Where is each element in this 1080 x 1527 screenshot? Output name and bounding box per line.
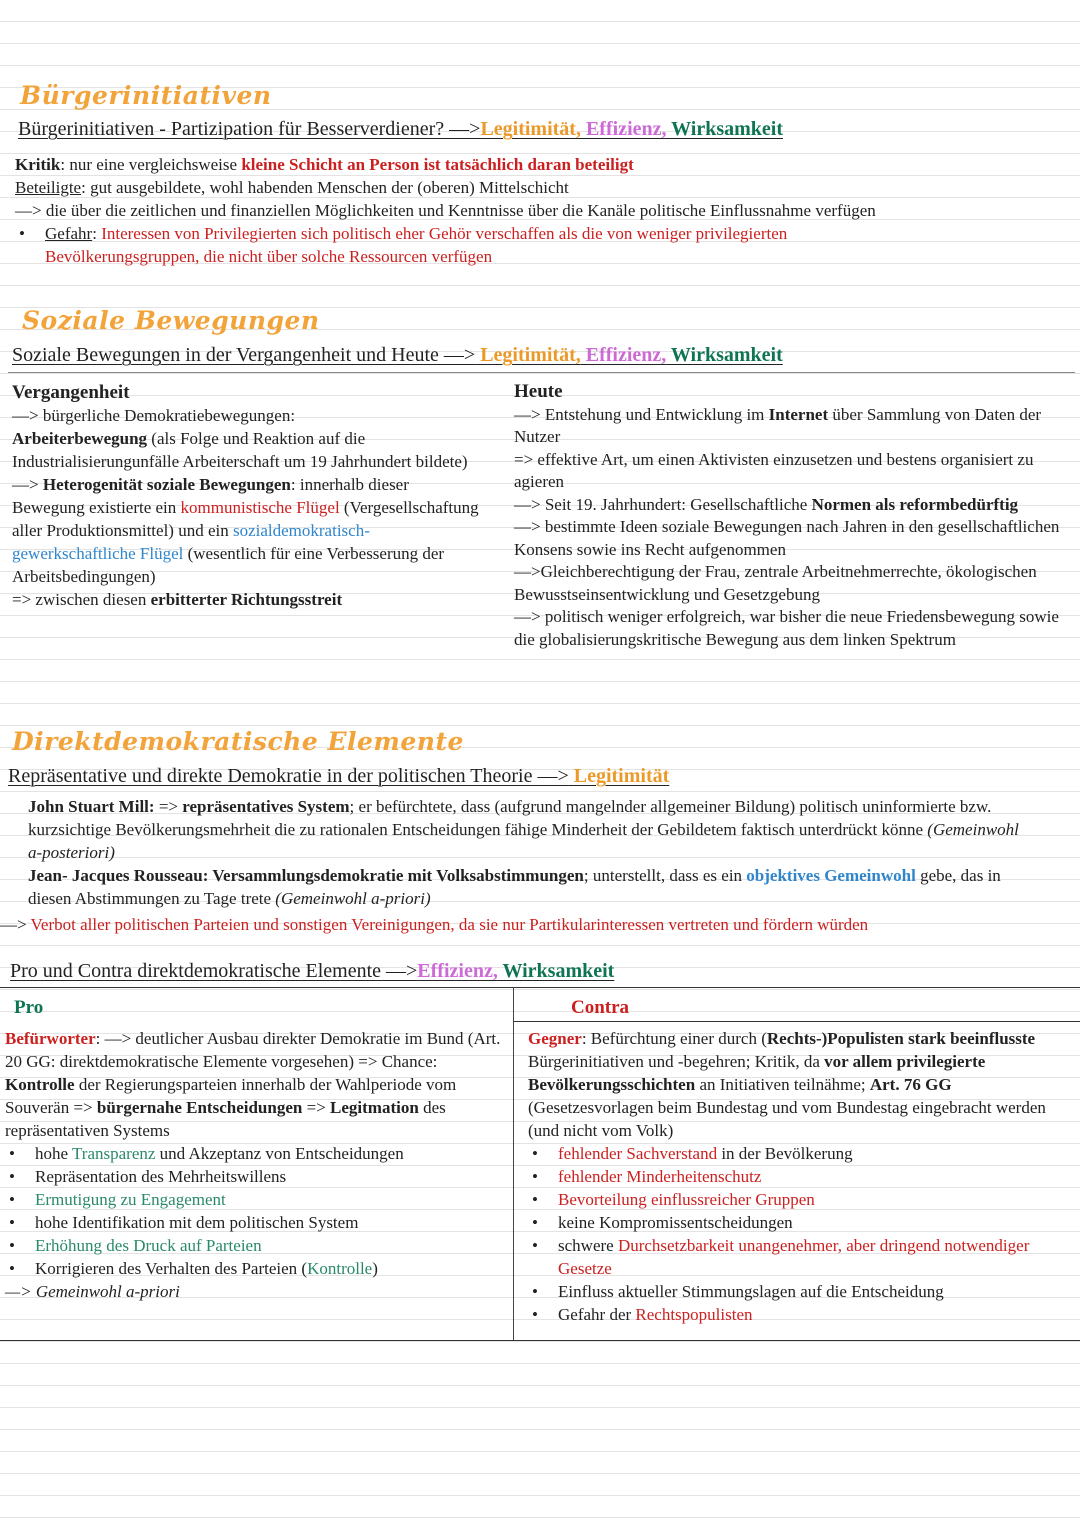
pro-gemeinwohl: —> Gemeinwohl a-priori	[5, 1282, 180, 1301]
sachverstand-term: fehlender Sachverstand	[558, 1144, 718, 1163]
mill-system: repräsentatives System	[182, 797, 350, 816]
transparenz-term: Transparenz	[72, 1144, 156, 1163]
art76-term: Art. 76 GG	[869, 1075, 952, 1094]
buergernahe-term: bürgernahe Entscheidungen	[96, 1098, 303, 1117]
gegner-paragraph	[528, 1027, 1063, 1142]
contra-item-durchsetzbarkeit	[528, 1234, 1063, 1280]
gefahr-sep: :	[92, 224, 102, 243]
table-bottom-rule	[0, 1340, 1080, 1341]
pro-text3: =>	[302, 1098, 331, 1117]
kritik-label: Kritik	[15, 155, 61, 174]
kontrolle-green: Kontrolle	[307, 1259, 373, 1278]
mill-gemeinwohl: (Gemeinwohl a-posteriori)	[28, 820, 1019, 862]
normen-term: Normen als reformbedürftig	[811, 494, 1019, 514]
populisten-term: Rechts-)Populisten stark beeinflusste	[766, 1029, 1036, 1048]
subtitle-text: Pro und Contra direktdemokratische Elemente —>	[10, 960, 418, 982]
kommunistisch-term: kommunistische Flügel	[180, 498, 340, 517]
pro-item1-pre: hohe	[35, 1144, 72, 1163]
durchsetzbarkeit-term: Durchsetzbarkeit unangenehmer, aber dringend notwendiger Gesetze	[558, 1236, 1030, 1278]
tag-wirksamkeit: Wirksamkeit	[666, 118, 783, 140]
heute-line2: => effektive Art, um einen Aktivisten einzusetzen und bestens organisiert zu agieren	[514, 449, 1034, 491]
arbeiterbewegung-line	[12, 427, 482, 473]
heute-line1-a: —> Entstehung und Entwicklung im	[514, 404, 769, 424]
section-heading-direktdemokratisch: Direktdemokratische Elemente	[12, 727, 464, 756]
gefahr-list	[15, 222, 915, 268]
beteiligte-text: : gut ausgebildete, wohl habenden Menschen der (oberen) Mittelschicht	[81, 178, 569, 197]
contra-item-rechtspopulisten	[528, 1303, 1063, 1326]
privilegierte-term: vor allem privilegierte Bevölkerungsschichten	[528, 1052, 986, 1094]
pro-list	[5, 1142, 505, 1280]
kanaele-line: —> die über die zeitlichen und finanziellen Möglichkeiten und Kenntnisse über die Kanäle politische Einflussnahme verfügen	[15, 201, 876, 220]
arbeiterbewegung-text: (als Folge und Reaktion auf die Industrialisierungunfälle Arbeiterschaft um 19 Jahrhundert bildete)	[12, 429, 468, 471]
verbot-line	[0, 913, 868, 936]
beteiligte-label: Beteiligte	[15, 178, 82, 197]
kritik-highlight: kleine Schicht an Person ist tatsächlich daran beteiligt	[241, 155, 634, 174]
subtitle-text: Bürgerinitiativen - Partizipation für Besserverdiener? —>	[18, 118, 481, 140]
subtitle-text: Soziale Bewegungen in der Vergangenheit und Heute —>	[12, 344, 476, 366]
contra-heading: Contra	[571, 997, 630, 1018]
mill-arrow: =>	[154, 797, 183, 816]
heute-line1-c: über Sammlung von Daten der Nutzer	[514, 404, 1042, 446]
heute-line1	[514, 404, 1064, 449]
heute-line5: —>Gleichberechtigung der Frau, zentrale Arbeitnehmerrechte, ökologischen Bewusstseinsentwicklung und Gesetzgebung	[514, 562, 1037, 604]
pro-text4: des repräsentativen Systems	[5, 1098, 446, 1140]
pro-item1-post: und Akzeptanz von Entscheidungen	[155, 1144, 404, 1163]
tag-effizienz: Effizienz,	[417, 960, 498, 982]
table-top-rule	[0, 987, 1080, 988]
rousseau-gemeinwohl: (Gemeinwohl a-priori)	[275, 889, 431, 908]
pro-column	[5, 1027, 505, 1303]
rousseau-name: Jean- Jacques Rousseau: Versammlungsdemokratie mit Volksabstimmungen	[28, 866, 584, 885]
kontrolle-term: Kontrolle	[5, 1075, 75, 1094]
richtungsstreit-prefix: => zwischen diesen	[12, 590, 151, 609]
contra-list	[528, 1142, 1063, 1326]
contra-item1-post: in der Bevölkerung	[717, 1144, 853, 1163]
arbeiterbewegung-term: Arbeiterbewegung	[12, 429, 148, 448]
contra-item5-pre: schwere	[558, 1236, 618, 1255]
heute-line3-a: —> Seit 19. Jahrhundert: Gesellschaftliche	[514, 494, 812, 514]
rousseau-paragraph	[28, 864, 1028, 910]
befuerworter-label: Befürworter	[5, 1029, 96, 1048]
contra-item-stimmungslagen: • Einfluss aktueller Stimmungslagen auf die Entscheidung	[528, 1280, 1063, 1303]
pro-item-engagement: • Ermutigung zu Engagement	[5, 1188, 505, 1211]
gefahr-label: Gefahr	[45, 224, 93, 243]
heute-column	[514, 381, 1064, 651]
rechtspopulisten-term: Rechtspopulisten	[635, 1305, 753, 1324]
beteiligte-line	[15, 176, 1065, 199]
arrow: —>	[12, 475, 43, 494]
befuerworter-paragraph	[5, 1027, 505, 1142]
section-heading-buergerinitiativen: Bürgerinitiativen	[20, 81, 272, 110]
pro-item-transparenz	[5, 1142, 505, 1165]
legitmation-term: Legitmation	[330, 1098, 419, 1117]
heterogenitaet-term: Heterogenität soziale Bewegungen	[42, 475, 291, 494]
pro-item-identifikation: • hohe Identifikation mit dem politischen System	[5, 1211, 505, 1234]
subtitle-soziale-bewegungen	[12, 344, 783, 367]
pro-text1: : —> deutlicher Ausbau direkter Demokratie im Bund (Art. 20 GG: direktdemokratische Elemente vorgesehen) => Chance:	[5, 1029, 501, 1071]
contra-item-sachverstand	[528, 1142, 1063, 1165]
tag-effizienz: Effizienz,	[580, 344, 667, 366]
sozialdemokratisch-term: sozialdemokratisch-gewerkschaftliche Flügel	[12, 521, 370, 563]
heute-line4: —> bestimmte Ideen soziale Bewegungen nach Jahren in den gesellschaftlichen Konsens sowie ins Recht aufgenommen	[514, 517, 1060, 559]
mill-name: John Stuart Mill:	[28, 797, 155, 816]
richtungsstreit-line	[12, 588, 482, 611]
contra-item7-pre: Gefahr der	[558, 1305, 636, 1324]
subtitle-text: Repräsentative und direkte Demokratie in der politischen Theorie —>	[8, 765, 569, 787]
contra-text4: (Gesetzesvorlagen beim Bundestag und vom Bundestag eingebracht werden (und nicht vom Volk)	[528, 1098, 1046, 1140]
mill-text: ; er befürchtete, dass (aufgrund mangelnder allgemeiner Bildung) politisch uninformierte bzw. kurzsichtige Bevölkerungsmehrheit die zu rationalen Entscheidungen fähige Minderheit der Gebildetem faktisch unterdrückt könne	[28, 797, 992, 839]
divider	[8, 372, 1075, 373]
subtitle-pro-contra	[10, 960, 614, 983]
section1-body	[15, 153, 1065, 268]
vergangenheit-column	[12, 381, 482, 611]
rousseau-text2: gebe, das in diesen Abstimmungen zu Tage trete	[28, 866, 1001, 908]
contra-header-rule	[514, 1021, 1080, 1022]
heterogenitaet-text: : innerhalb dieser Bewegung existierte ein	[12, 475, 409, 517]
heterogenitaet-line	[12, 473, 482, 588]
tag-wirksamkeit: Wirksamkeit	[666, 344, 783, 366]
theorie-block	[28, 795, 1028, 910]
pro-item6-pre: Korrigieren des Verhalten des Parteien (	[35, 1259, 308, 1278]
contra-text3: an Initiativen teilnähme;	[695, 1075, 870, 1094]
contra-text1: : Befürchtung einer durch (	[581, 1029, 767, 1048]
heute-line6: —> politisch weniger erfolgreich, war bisher die neue Friedensbewegung sowie die globalisierungskritische Bewegung aus dem linken Spektrum	[514, 607, 1059, 649]
contra-text2: Bürgerinitiativen und -begehren; Kritik, da	[528, 1052, 825, 1071]
kritik-line	[15, 153, 1065, 176]
contra-column	[528, 1027, 1063, 1326]
contra-item-bevorteilung: • Bevorteilung einflussreicher Gruppen	[528, 1188, 1063, 1211]
pro-item6-post: )	[372, 1259, 378, 1278]
contra-item-minderheitenschutz: • fehlender Minderheitenschutz	[528, 1165, 1063, 1188]
verbot-arrow: —>	[0, 915, 31, 934]
pro-heading: Pro	[14, 997, 44, 1018]
verbot-text: Verbot aller politischen Parteien und sonstigen Vereinigungen, da sie nur Partikularinteressen vertreten und fördern würden	[30, 915, 869, 934]
kommunistisch-text: (Vergesellschaftung aller Produktionsmittel) und ein	[12, 498, 479, 540]
kritik-text: : nur eine vergleichsweise	[60, 155, 242, 174]
richtungsstreit-term: erbitterter Richtungsstreit	[150, 590, 343, 609]
pro-item-druck: • Erhöhung des Druck auf Parteien	[5, 1234, 505, 1257]
tag-wirksamkeit: Wirksamkeit	[497, 960, 615, 982]
subtitle-buergerinitiativen	[18, 118, 783, 141]
vergangenheit-line1: —> bürgerliche Demokratiebewegungen:	[12, 406, 296, 425]
contra-item-kompromiss: • keine Kompromissentscheidungen	[528, 1211, 1063, 1234]
tag-legitimitaet: Legitimität	[568, 765, 670, 787]
gegner-label: Gegner	[528, 1029, 582, 1048]
pro-item-korrigieren	[5, 1257, 505, 1280]
tag-effizienz: Effizienz,	[580, 118, 667, 140]
heute-heading: Heute	[514, 381, 563, 402]
gefahr-text: Interessen von Privilegierten sich politisch eher Gehör verschaffen als die von weniger privilegierten Bevölkerungsgruppen, die nicht über solche Ressourcen verfügen	[45, 224, 788, 266]
tag-legitimitaet: Legitimität,	[475, 344, 581, 366]
subtitle-theorie	[8, 765, 669, 788]
mill-paragraph	[28, 795, 1028, 864]
heute-line3	[514, 494, 1064, 517]
pro-item-mehrheitswille: • Repräsentation des Mehrheitswillens	[5, 1165, 505, 1188]
gefahr-item	[15, 222, 915, 268]
vergangenheit-heading: Vergangenheit	[12, 382, 130, 403]
tag-legitimitaet: Legitimität,	[480, 118, 581, 140]
table-column-divider	[513, 987, 514, 1341]
internet-term: Internet	[768, 404, 829, 424]
objektives-gemeinwohl: objektives Gemeinwohl	[746, 866, 916, 885]
sozialdemokratisch-text: (wesentlich für eine Verbesserung der Arbeitsbedingungen)	[12, 544, 445, 586]
rousseau-text1: ; unterstellt, dass es ein	[583, 866, 747, 885]
section-heading-soziale-bewegungen: Soziale Bewegungen	[22, 306, 320, 335]
pro-text2: der Regierungsparteien innerhalb der Wahlperiode vom Souverän =>	[5, 1075, 457, 1117]
